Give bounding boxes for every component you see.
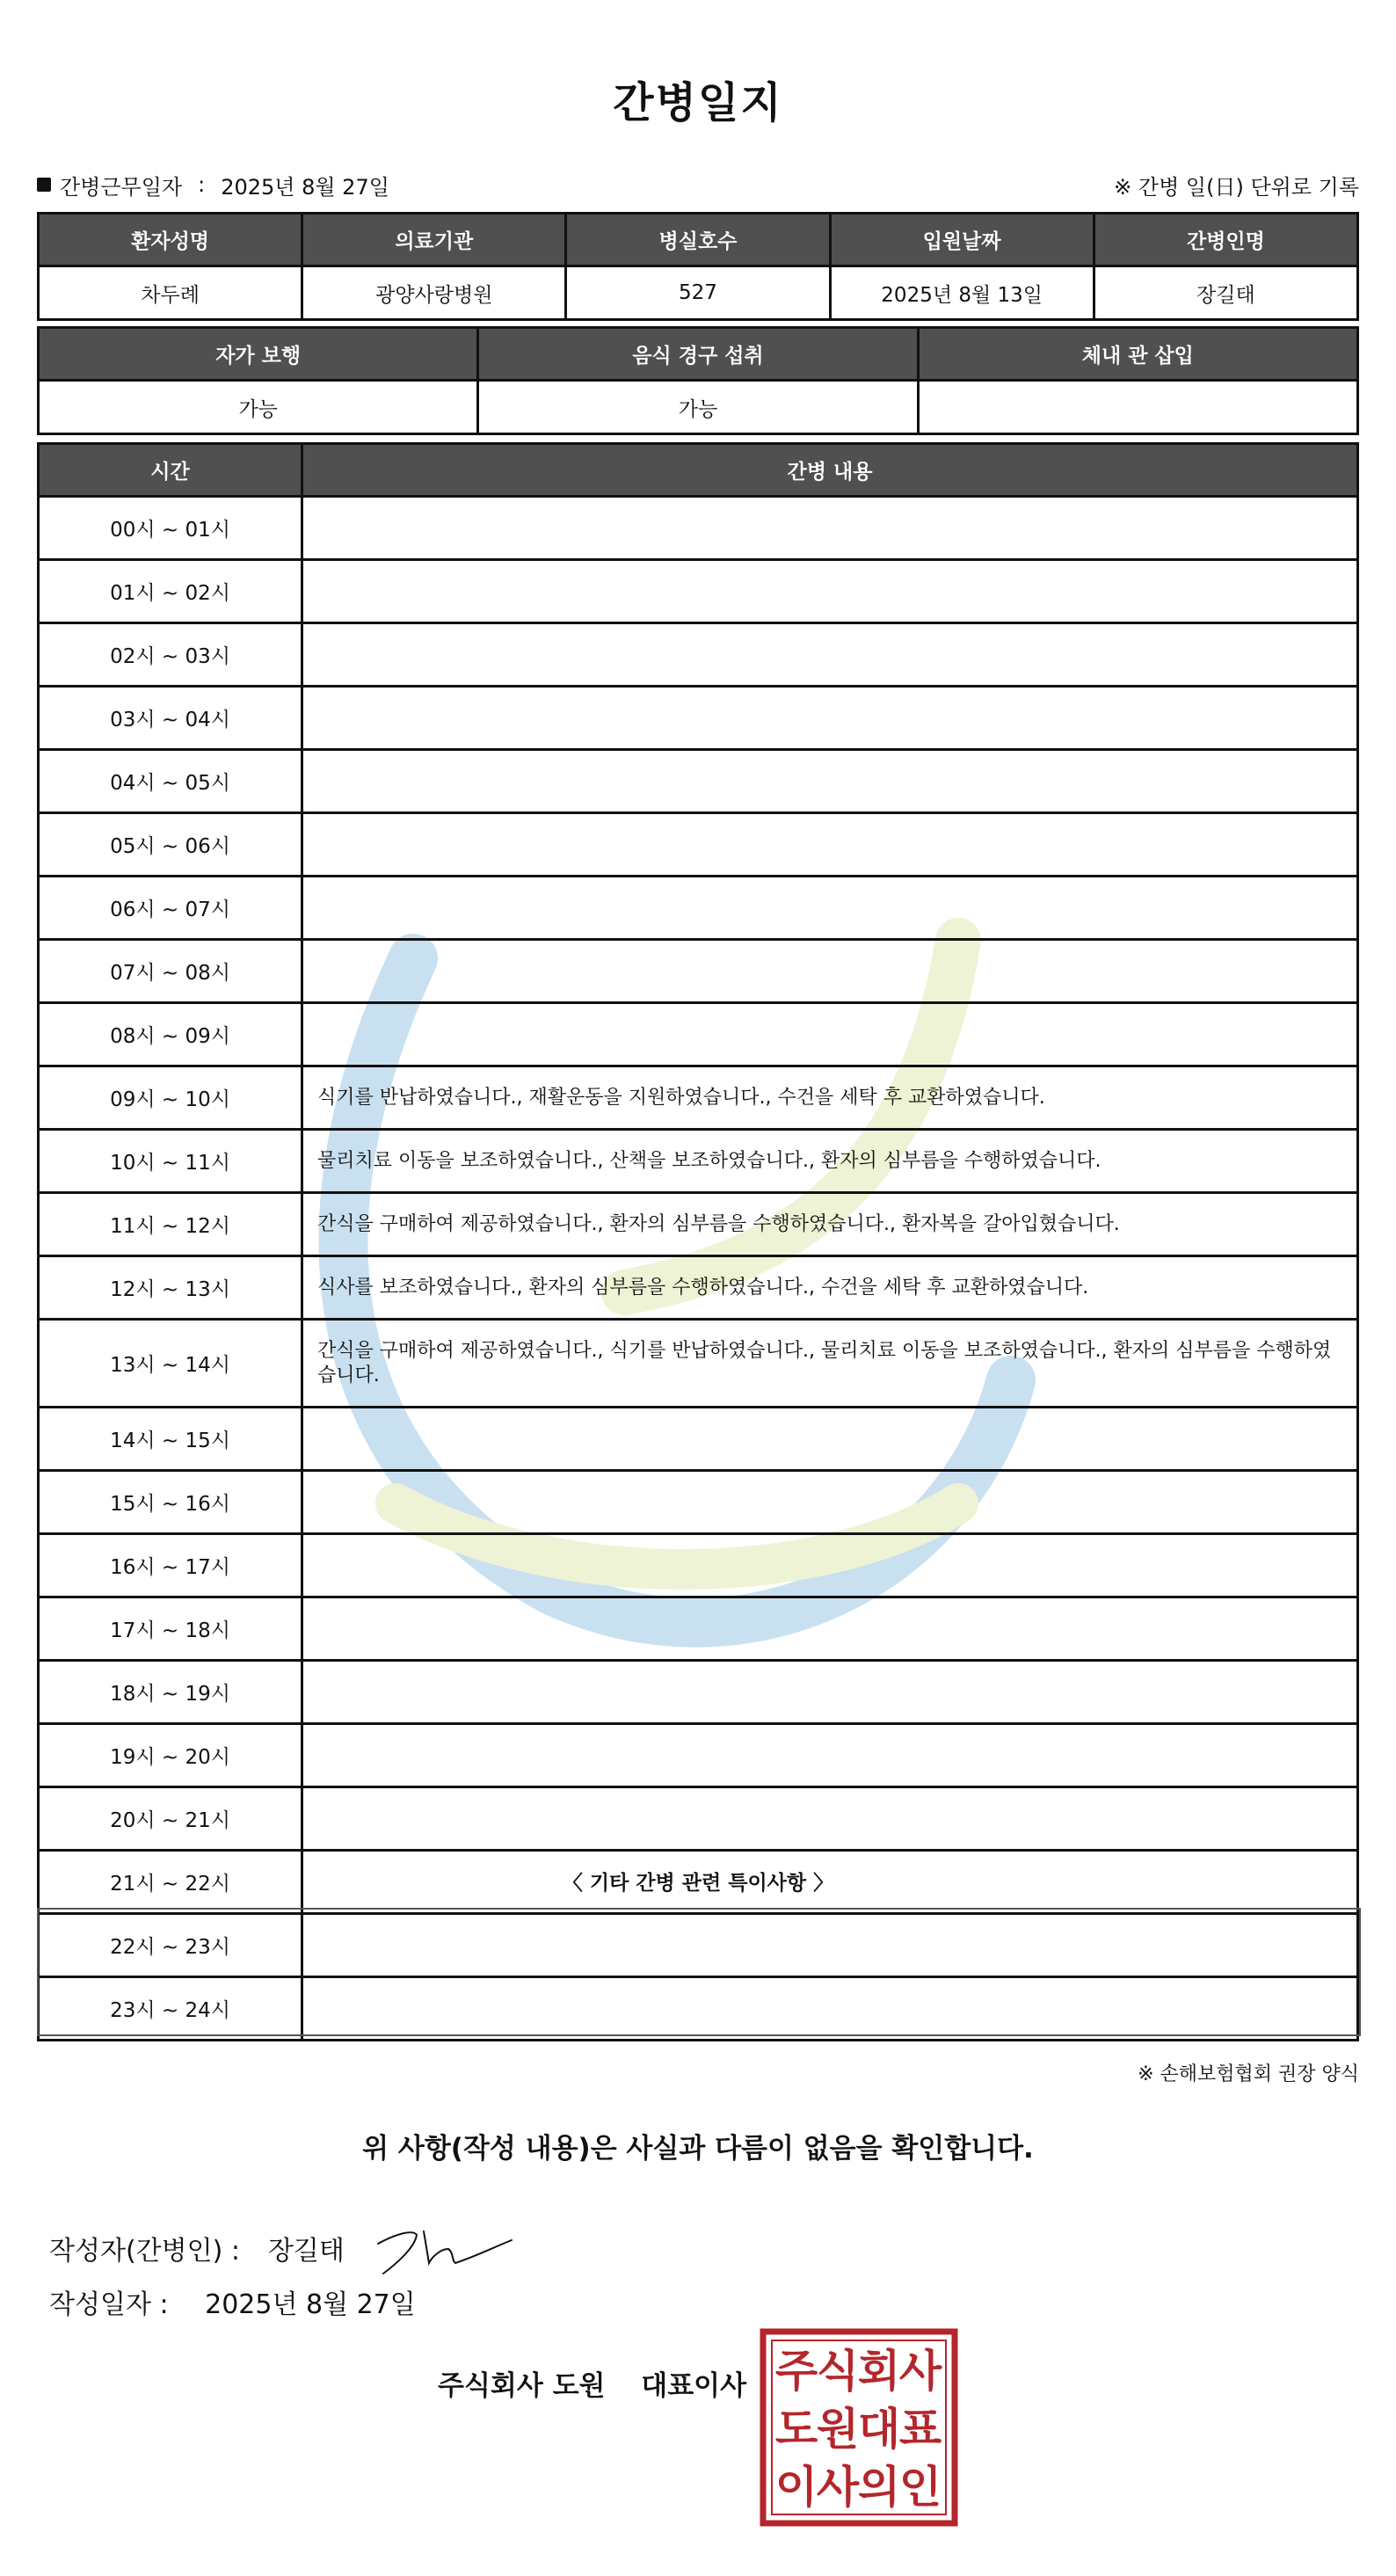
patient-status-table [37,326,1359,435]
header-self-walking: 자가 보행 [39,328,478,381]
care-log-row [39,497,1358,560]
representative-title: 대표이사 [641,2370,747,2402]
header-care-content: 간병 내용 [302,444,1358,497]
seal-glyph: 의 [857,2462,901,2513]
work-date [37,170,389,200]
writer-line [49,2217,520,2279]
care-log-content [302,1661,1358,1724]
care-log-time: 23시 ~ 24시 [39,1977,302,2041]
seal-glyph: 표 [898,2404,942,2455]
special-notes-box [37,1908,1361,2036]
care-log-content [302,1408,1358,1471]
work-date-value: 2025년 8월 27일 [221,174,389,200]
oral-intake-value: 가능 [478,381,918,434]
recommendation-note: ※ 손해보험협회 권장 양식 [1138,2063,1359,2085]
header-admission-date: 입원날짜 [830,214,1094,266]
care-log-time: 03시 ~ 04시 [39,687,302,750]
care-log-time: 20시 ~ 21시 [39,1787,302,1851]
care-log-row [39,1408,1358,1471]
care-log-time: 02시 ~ 03시 [39,623,302,687]
care-log-time: 12시 ~ 13시 [39,1256,302,1320]
write-date-line [49,2282,416,2321]
care-log-row [39,1724,1358,1787]
caregiver-name: 장길태 [1094,266,1357,320]
care-log-content [302,560,1358,623]
care-log-time: 14시 ~ 15시 [39,1408,302,1471]
care-log-time: 16시 ~ 17시 [39,1534,302,1597]
care-log-row [39,1256,1358,1320]
seal-glyph: 도 [774,2404,818,2455]
care-log-time: 00시 ~ 01시 [39,497,302,560]
seal-glyph: 식 [816,2346,860,2397]
header-patient-name: 환자성명 [39,214,302,266]
tube-insertion-value [918,381,1357,434]
special-notes-title: 〈 기타 간병 관련 특이사항 〉 [562,1872,834,1895]
header-room-number: 병실호수 [566,214,830,266]
care-log-content [302,1724,1358,1787]
header-hospital: 의료기관 [302,214,566,266]
care-log-content: 물리치료 이동을 보조하였습니다., 산책을 보조하였습니다., 환자의 심부름을 수행하였습니다. [302,1130,1358,1193]
write-date-label: 작성일자 : [49,2289,169,2320]
care-log-row [39,1320,1358,1408]
confirmation-statement: 위 사항(작성 내용)은 사실과 다름이 없음을 확인합니다. [362,2133,1034,2165]
write-date-value: 2025년 8월 27일 [205,2289,416,2320]
seal-glyph: 원 [816,2404,860,2455]
company-name: 주식회사 도원 [438,2370,606,2402]
care-log-row [39,1066,1358,1130]
care-log-content [302,940,1358,1003]
seal-glyph: 사 [816,2462,860,2513]
unit-note: ※ 간병 일(日) 단위로 기록 [1114,174,1359,200]
care-log-time: 18시 ~ 19시 [39,1661,302,1724]
care-log-content [302,1787,1358,1851]
patient-info-header-row [39,214,1358,266]
header-oral-intake: 음식 경구 섭취 [478,328,918,381]
seal-glyph: 이 [774,2462,818,2513]
care-log-time: 04시 ~ 05시 [39,750,302,813]
bullet-square-icon [37,178,51,192]
care-log-content [302,623,1358,687]
care-log-time: 05시 ~ 06시 [39,813,302,877]
care-log-row [39,750,1358,813]
patient-info-value-row [39,266,1358,320]
company-line [438,2363,746,2403]
care-log-row [39,813,1358,877]
meta-row [37,169,1359,200]
care-log-content: 간식을 구매하여 제공하였습니다., 환자의 심부름을 수행하였습니다., 환자복을 갈아입혔습니다. [302,1193,1358,1256]
care-log-content [302,877,1358,940]
company-seal-stamp [760,2328,958,2527]
care-log-time: 13시 ~ 14시 [39,1320,302,1408]
seal-glyph: 사 [898,2346,942,2397]
header-caregiver-name: 간병인명 [1094,214,1357,266]
care-log-content [302,750,1358,813]
seal-glyph: 대 [857,2404,901,2455]
header-time: 시간 [39,444,302,497]
care-log-body [39,497,1358,2041]
care-log-table [37,442,1359,2041]
care-log-row [39,687,1358,750]
patient-status-header-row [39,328,1358,381]
care-log-content: 식사를 보조하였습니다., 환자의 심부름을 수행하였습니다., 수건을 세탁 후 교환하였습니다. [302,1256,1358,1320]
care-log-row [39,1193,1358,1256]
patient-info-table [37,212,1359,321]
handwritten-signature [371,2217,520,2279]
care-log-row [39,560,1358,623]
care-log-time: 21시 ~ 22시 [39,1851,302,1914]
seal-glyph: 회 [857,2346,901,2397]
writer-name: 장길태 [267,2236,345,2267]
work-date-separator: : [198,172,206,197]
care-log-content [302,1534,1358,1597]
care-log-row [39,1130,1358,1193]
care-log-row [39,623,1358,687]
patient-name: 차두례 [39,266,302,320]
care-log-content [302,1003,1358,1066]
work-date-label: 간병근무일자 [60,174,183,200]
care-log-time: 11시 ~ 12시 [39,1193,302,1256]
care-log-header-row [39,444,1358,497]
care-log-content: 식기를 반납하였습니다., 재활운동을 지원하였습니다., 수건을 세탁 후 교환하였습니다. [302,1066,1358,1130]
care-log-content [302,1597,1358,1661]
care-log-time: 22시 ~ 23시 [39,1914,302,1977]
care-log-time: 06시 ~ 07시 [39,877,302,940]
care-log-content [302,1471,1358,1534]
care-log-content [302,497,1358,560]
care-log-row [39,1003,1358,1066]
writer-label: 작성자(간병인) : [49,2236,240,2267]
care-log-time: 19시 ~ 20시 [39,1724,302,1787]
self-walking-value: 가능 [39,381,478,434]
care-log-time: 08시 ~ 09시 [39,1003,302,1066]
page-title: 간병일지 [613,78,783,127]
care-log-time: 15시 ~ 16시 [39,1471,302,1534]
seal-glyph: 인 [898,2462,942,2513]
care-log-row [39,1471,1358,1534]
care-log-row [39,1534,1358,1597]
admission-date: 2025년 8월 13일 [830,266,1094,320]
care-log-time: 10시 ~ 11시 [39,1130,302,1193]
patient-status-value-row [39,381,1358,434]
care-log-row [39,877,1358,940]
hospital-name: 광양사랑병원 [302,266,566,320]
care-log-time: 17시 ~ 18시 [39,1597,302,1661]
header-tube-insertion: 체내 관 삽입 [918,328,1357,381]
care-log-row [39,1597,1358,1661]
care-log-time: 01시 ~ 02시 [39,560,302,623]
care-log-content: 간식을 구매하여 제공하였습니다., 식기를 반납하였습니다., 물리치료 이동을 보조하였습니다., 환자의 심부름을 수행하였습니다. [302,1320,1358,1408]
care-log-time: 09시 ~ 10시 [39,1066,302,1130]
room-number: 527 [566,266,830,320]
care-log-row [39,940,1358,1003]
care-log-time: 07시 ~ 08시 [39,940,302,1003]
care-log-content [302,687,1358,750]
care-log-content [302,813,1358,877]
care-log-row [39,1661,1358,1724]
seal-glyph: 주 [774,2346,818,2397]
care-log-row [39,1787,1358,1851]
